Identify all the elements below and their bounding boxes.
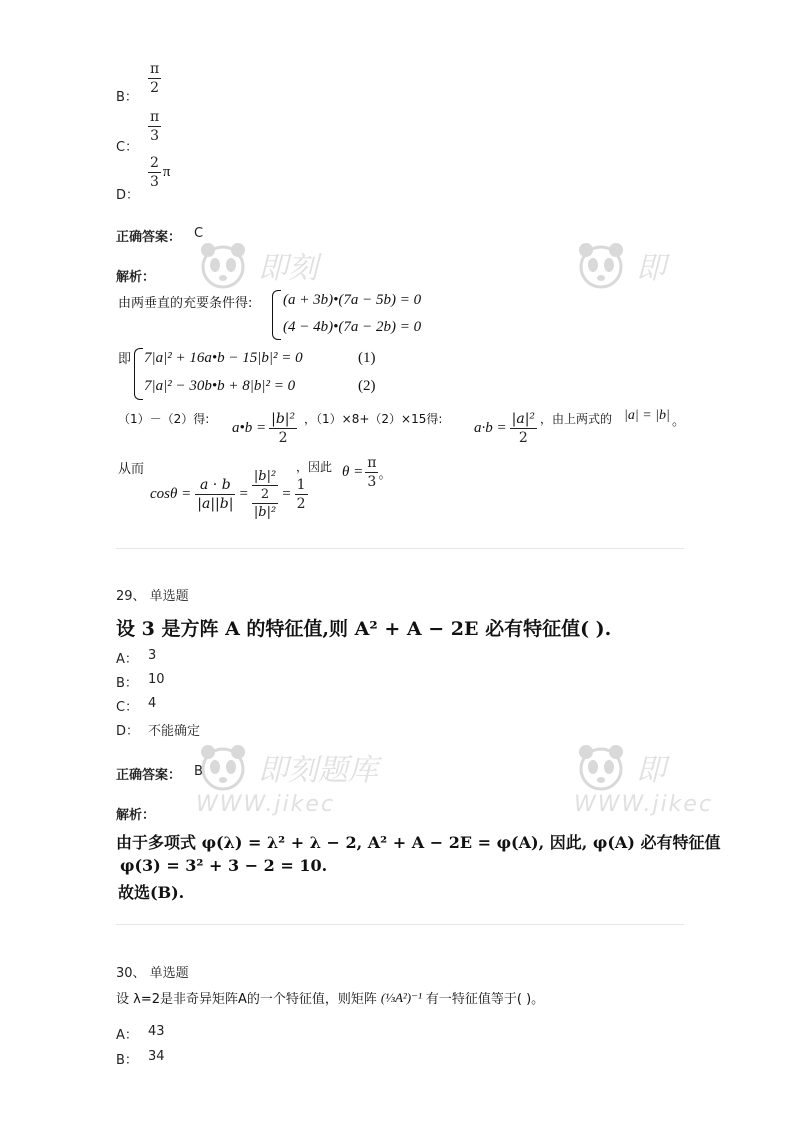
panda-logo-icon: [196, 238, 250, 292]
option-b-numerator: π: [150, 61, 160, 77]
question-29-stem: 设 3 是方阵 A 的特征值,则 A² + A − 2E 必有特征值( ).: [116, 618, 612, 640]
watermark-3: [196, 740, 378, 817]
analysis-label-29: 解析：: [116, 808, 156, 823]
system2-tag2: (2): [358, 378, 376, 394]
analysis-29-line2: φ(3) = 3² + 3 − 2 = 10.: [120, 856, 328, 875]
answer-value-29: B: [194, 764, 203, 779]
theta-end: 。: [378, 467, 392, 482]
step-eq-2-den: 2: [518, 430, 528, 446]
option-b-denominator: 2: [150, 80, 160, 96]
question-29-header: 29、 单选题: [116, 589, 189, 604]
q29-option-a-label: A：: [116, 652, 138, 667]
cos-f2-num-bot: 2: [260, 486, 270, 502]
system2-eq1: 7|a|² + 16a•b − 15|b|² = 0: [144, 350, 303, 366]
step-text-3: ，由上两式的: [540, 412, 613, 426]
watermark-4: [574, 740, 714, 817]
panda-logo-icon: [574, 238, 628, 292]
option-c-label: C：: [116, 140, 139, 155]
step-eq-2-lhs: a·b =: [474, 420, 507, 436]
watermark-4-url: WWW.jikec: [574, 792, 714, 817]
step-eq-1-lhs: a•b =: [232, 420, 267, 436]
q29-option-d-value: 不能确定: [148, 724, 201, 739]
theta-num: π: [367, 455, 377, 471]
cos-lhs: cosθ =: [150, 485, 192, 502]
step-eq-2-num: |a|²: [511, 411, 536, 427]
step-text-2: ，（1）×8+（2）×15得:: [304, 412, 443, 426]
cos-eq-sign-2: =: [282, 485, 291, 502]
congr-text: 从而: [118, 462, 145, 477]
cos-eq: [150, 458, 312, 530]
q29-option-d-label: D：: [116, 724, 140, 739]
brace-2: [134, 348, 143, 400]
q29-option-c-value: 4: [148, 696, 157, 711]
q29-option-a-value: 3: [148, 648, 157, 663]
question-30-stem: [116, 988, 544, 1007]
option-c-denominator: 3: [150, 128, 160, 144]
system2-tag1: (1): [358, 350, 376, 366]
question-30-stem-post: 有一特征值等于( )。: [425, 992, 545, 1007]
question-30-stem-pre: 设 λ=2是非奇异矩阵A的一个特征值，则矩阵: [116, 992, 377, 1007]
q30-option-a-value: 43: [148, 1024, 165, 1039]
q29-option-c-label: C：: [116, 700, 139, 715]
answer-label-28: 正确答案：: [116, 230, 182, 245]
answer-label-29: 正确答案：: [116, 768, 182, 783]
option-d-value: [148, 156, 171, 189]
analysis-28-line1: 由两垂直的充要条件得:: [118, 296, 253, 311]
option-b-fraction: [148, 62, 161, 95]
option-c-numerator: π: [150, 109, 160, 125]
q30-option-b-value: 34: [148, 1049, 165, 1064]
theta-lhs: θ =: [342, 464, 364, 480]
watermark-1-text: 即刻: [258, 251, 318, 286]
yinci-text: ，因此: [296, 460, 333, 474]
cos-f3-num: 1: [296, 476, 306, 493]
analysis-29-line1: 由于多项式 φ(λ) = λ² + λ − 2, A² + A − 2E = φ(A), 因此, φ(A) 必有特征值: [116, 833, 721, 852]
question-30-header: 30、 单选题: [116, 966, 189, 981]
panda-logo-icon: [574, 740, 628, 794]
cos-f1-num: a · b: [200, 476, 231, 493]
analysis-28-ji: 即: [118, 352, 132, 367]
system1-eq2: (4 − 4b)•(7a − 2b) = 0: [283, 319, 422, 335]
option-d-numerator: 2: [150, 155, 159, 171]
watermark-4-text: 即: [636, 753, 666, 788]
panda-logo-icon: [196, 740, 250, 794]
question-30-stem-matrix: (⅓A²)⁻¹: [380, 989, 422, 1005]
answer-value-28: C: [194, 226, 204, 241]
step-eq-1: [232, 412, 297, 445]
analysis-29-line3: 故选(B).: [118, 883, 185, 902]
q29-option-b-label: B：: [116, 676, 138, 691]
option-d-suffix: π: [162, 164, 171, 180]
step-eq-1-num: |b|²: [271, 411, 296, 427]
option-d-label: D：: [116, 188, 140, 203]
theta-den: 3: [367, 474, 377, 490]
option-d-denominator: 3: [150, 174, 159, 190]
watermark-1: [196, 238, 318, 292]
watermark-3-url: WWW.jikec: [196, 792, 336, 817]
brace-1: [272, 290, 281, 340]
step-eq-1-den: 2: [278, 430, 288, 446]
step-text-1: （1）－（2）得:: [118, 412, 210, 426]
q30-option-b-label: B：: [116, 1053, 138, 1068]
cos-f1-den: |a||b|: [197, 495, 234, 512]
q30-option-a-label: A：: [116, 1028, 138, 1043]
system2-eq2: 7|a|² − 30b•b + 8|b|² = 0: [144, 378, 296, 394]
step-eq-2: [474, 412, 537, 445]
cos-f3-den: 2: [296, 495, 306, 512]
cos-f2-num-top: |b|²: [253, 468, 277, 484]
step-end: 。: [672, 414, 686, 429]
watermark-2: [574, 238, 666, 292]
option-c-fraction: [148, 110, 161, 143]
cos-f2-den: |b|²: [253, 504, 277, 520]
divider-1: [116, 548, 684, 549]
theta-eq: [342, 456, 391, 489]
watermark-2-text: 即: [636, 251, 666, 286]
step-eq-3: |a| = |b|: [624, 408, 670, 423]
system1-eq1: (a + 3b)•(7a − 5b) = 0: [283, 292, 422, 308]
watermark-3-text: 即刻题库: [258, 753, 378, 788]
q29-option-b-value: 10: [148, 672, 165, 687]
divider-2: [116, 924, 684, 925]
analysis-label-28: 解析：: [116, 270, 156, 285]
cos-eq-sign-1: =: [239, 485, 248, 502]
option-b-label: B：: [116, 90, 138, 105]
